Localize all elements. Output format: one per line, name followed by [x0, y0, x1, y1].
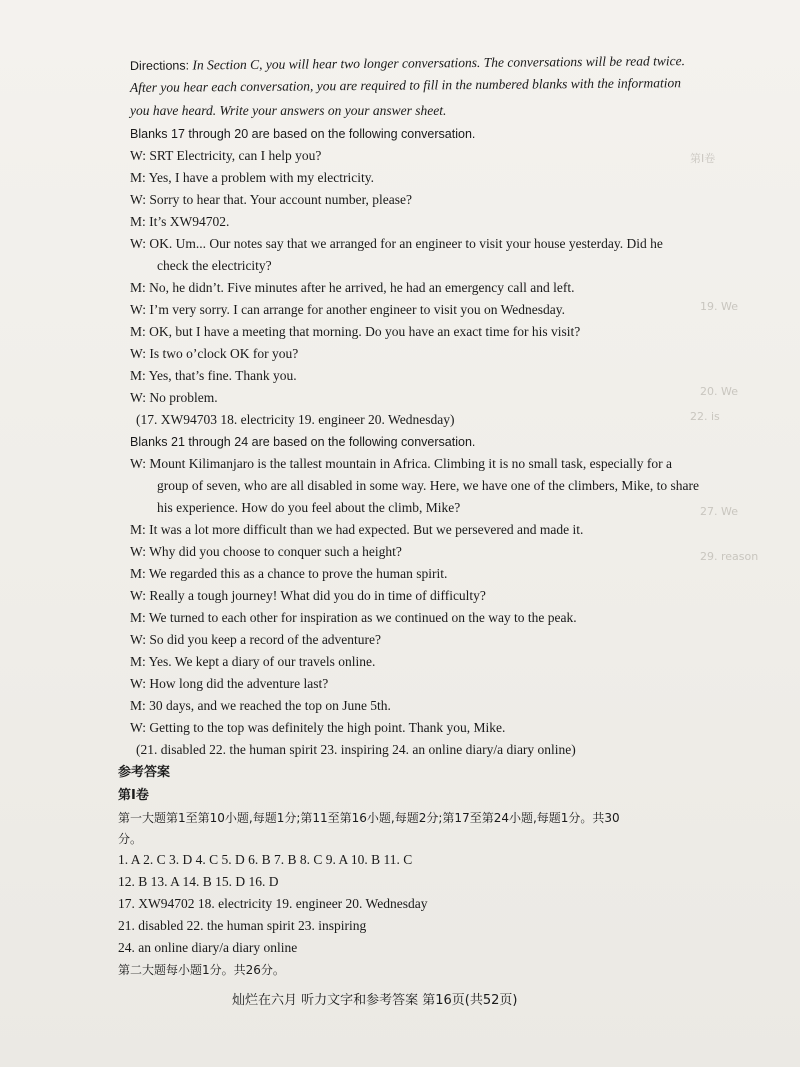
- transcript-line: M: It was a lot more difficult than we had expected. But we persevered and made it.: [130, 522, 584, 537]
- conv1-heading: Blanks 17 through 20 are based on the following conversation.: [130, 127, 476, 141]
- answers-row-4: 21. disabled 22. the human spirit 23. inspiring: [118, 918, 367, 933]
- conv2-answer-key: (21. disabled 22. the human spirit 23. inspiring 24. an online diary/a diary online): [136, 742, 576, 757]
- answers-row-3: 17. XW94702 18. electricity 19. engineer 20. Wednesday: [118, 896, 428, 911]
- answers-scoring-1: 第一大题第1至第10小题,每题1分;第11至第16小题,每题2分;第17至第24小题,每题1分。共30: [118, 811, 620, 825]
- transcript-line: W: Sorry to hear that. Your account number, please?: [130, 192, 413, 207]
- directions-label: Directions:: [129, 58, 190, 73]
- transcript-line: his experience. How do you feel about the climb, Mike?: [157, 500, 461, 515]
- answers-title: 参考答案: [118, 765, 171, 780]
- answers-volume: 第Ⅰ卷: [118, 788, 149, 803]
- transcript-line: M: Yes. We kept a diary of our travels online.: [130, 654, 376, 669]
- answers-row-1: 1. A 2. C 3. D 4. C 5. D 6. B 7. B 8. C 9. A 10. B 11. C: [118, 852, 413, 867]
- transcript-line: W: I’m very sorry. I can arrange for another engineer to visit you on Wednesday.: [130, 302, 566, 317]
- conv2-heading: Blanks 21 through 24 are based on the following conversation.: [130, 435, 476, 449]
- transcript-line: W: No problem.: [130, 390, 218, 405]
- transcript-line: W: Mount Kilimanjaro is the tallest mountain in Africa. Climbing it is no small task, especially for a: [130, 456, 673, 471]
- directions-text-1: In Section C, you will hear two longer conversations. The conversations will be read twice.: [192, 53, 686, 73]
- transcript-line: M: Yes, that’s fine. Thank you.: [130, 368, 297, 383]
- directions-text-3: you have heard. Write your answers on your answer sheet.: [130, 103, 447, 118]
- transcript-line: W: Why did you choose to conquer such a height?: [130, 544, 402, 559]
- transcript-line: check the electricity?: [157, 258, 272, 273]
- transcript-line: W: So did you keep a record of the adventure?: [130, 632, 382, 647]
- directions-text-2: After you hear each conversation, you are required to fill in the numbered blanks with the information: [129, 75, 682, 95]
- transcript-line: W: Really a tough journey! What did you do in time of difficulty?: [130, 588, 486, 603]
- directions-line-1: [130, 53, 685, 74]
- transcript-line: W: Getting to the top was definitely the high point. Thank you, Mike.: [130, 720, 506, 735]
- transcript-line: M: 30 days, and we reached the top on June 5th.: [130, 698, 391, 713]
- document-page: 第Ⅰ卷 19. We 20. We 22. is 27. We 29. reason Directions: In Section C, you will hear two longer conversations. The conversations will be read twice. After you hear each conversation, you are required to fill in the numbered blanks with the information you have heard. Write your answers on your answer sheet. Blanks 17 through 20 are based on the following conversation. W: SRT Electricity, can I help you? M: Yes, I have a problem with my electricity. W: Sorry to hear that. Your account number, please? M: It’s XW94702. W: OK. Um... Our notes say that we arranged for an engineer to visit your house yesterday. Did he check the electricity? M: No, he didn’t. Five minutes after he arrived, he had an emergency call and left. W: I’m very sorry. I can arrange for another engineer to visit you on Wednesday. M: OK, but I have a meeting that morning. Do you have an exact time for his visit? W: Is two o’clock OK for you? M: Yes, that’s fine. Thank you. W: No problem. (17. XW94703 18. electricity 19. engineer 20. Wednesday) Blanks 21 through 24 are based on the following conversation. W: Mount Kilimanjaro is the tallest mountain in Africa. Climbing it is no small task, especially for a group of seven, who are all disabled in some way. Here, we have one of the climbers, Mike, to share his experience. How do you feel about the climb, Mike? M: It was a lot more difficult than we had expected. But we persevered and made it. W: Why did you choose to conquer such a height? M: We regarded this as a chance to prove the human spirit. W: Really a tough journey! What did you do in time of difficulty? M: We turned to each other for inspiration as we continued on the way to the peak. W: So did you keep a record of the adventure? M: Yes. We kept a diary of our travels online. W: How long did the adventure last? M: 30 days, and we reached the top on June 5th. W: Getting to the top was definitely the high point. Thank you, Mike. (21. disabled 22. the human spirit 23. inspiring 24. an online diary/a diary online) 参考答案 第Ⅰ卷 第一大题第1至第10小题,每题1分;第11至第16小题,每题2分;第17至第24小题,每题1分。共30 分。 1. A 2. C 3. D 4. C 5. D 6. B 7. B 8. C 9. A 10. B 11. C 12. B 13. A 14. B 15. D 16. D 17. XW94702 18. electricity 19. engineer 20. Wednesday 21. disabled 22. the human spirit 23. inspiring 24. an online diary/a diary online 第二大题每小题1分。共26分。 灿烂在六月 听力文字和参考答案 第16页(共52页): [0, 0, 800, 1067]
- transcript-line: group of seven, who are all disabled in some way. Here, we have one of the climbers, Mike, to share: [157, 478, 699, 493]
- transcript-line: M: No, he didn’t. Five minutes after he arrived, he had an emergency call and left.: [130, 280, 575, 295]
- answers-row-5: 24. an online diary/a diary online: [118, 940, 298, 955]
- answers-scoring-1b: 分。: [118, 832, 143, 846]
- transcript-line: M: It’s XW94702.: [130, 214, 230, 229]
- page-footer: 灿烂在六月 听力文字和参考答案 第16页(共52页): [232, 993, 518, 1008]
- transcript-line: W: OK. Um... Our notes say that we arranged for an engineer to visit your house yesterday. Did he: [130, 236, 663, 251]
- transcript-line: W: How long did the adventure last?: [130, 676, 329, 691]
- transcript-line: W: SRT Electricity, can I help you?: [130, 148, 322, 163]
- answers-scoring-2: 第二大题每小题1分。共26分。: [118, 963, 285, 977]
- transcript-line: W: Is two o’clock OK for you?: [130, 346, 299, 361]
- answers-row-2: 12. B 13. A 14. B 15. D 16. D: [118, 874, 279, 889]
- transcript-line: M: We regarded this as a chance to prove the human spirit.: [130, 566, 448, 581]
- conv1-answer-key: (17. XW94703 18. electricity 19. engineer 20. Wednesday): [136, 412, 455, 427]
- transcript-line: M: Yes, I have a problem with my electricity.: [130, 170, 374, 185]
- transcript-line: M: We turned to each other for inspiration as we continued on the way to the peak.: [130, 610, 577, 625]
- transcript-line: M: OK, but I have a meeting that morning. Do you have an exact time for his visit?: [130, 324, 581, 339]
